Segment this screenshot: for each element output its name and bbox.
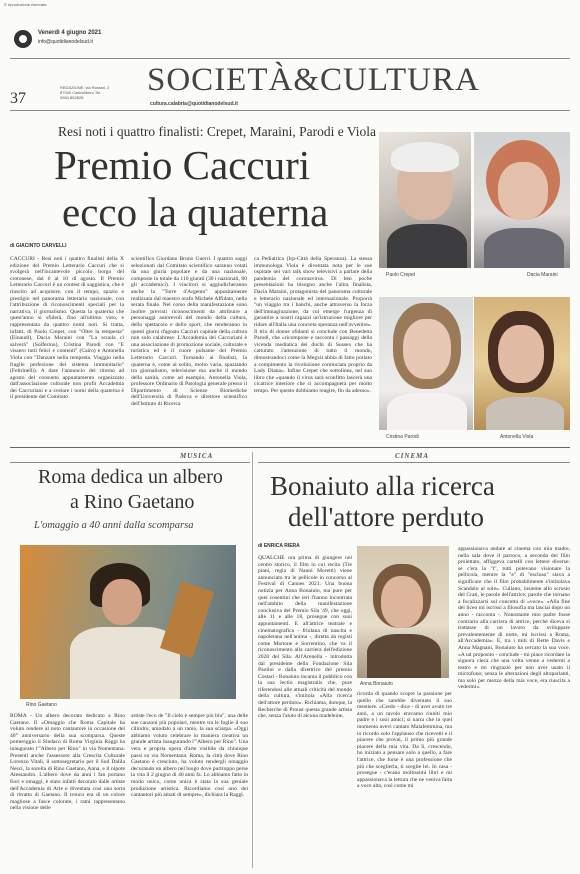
main-headline-line2: ecco la quaterna [62,189,329,235]
redazione-info: REDAZIONE: via Rossini, 2 87040 Castrolibero Tel. 0984 852828 [60,85,110,100]
main-headline-line1: Premio Caccuri [54,142,311,188]
right-headline-line2: dell'attore perduto [288,502,485,532]
copyright-notice: © riproduzione riservata [4,2,47,7]
left-headline-line2: a Rino Gaetano [70,491,195,513]
issue-date: Venerdì 4 giugno 2021 [38,30,102,36]
photo-dacia-maraini [474,132,570,268]
newspaper-logo-icon [14,30,32,48]
caption-paolo-crepet: Paolo Crepet [386,272,416,278]
main-kicker: Resi noti i quattro finalisti: Crepet, Maraini, Parodi e Viola [58,124,377,139]
right-byline: di ENRICA RIERA [258,543,300,549]
left-subhead: L'omaggio a 40 anni dalla scomparsa [34,520,194,531]
right-column-3: appassionava andare al cinema con mia madre, nella sala dove il parroco, a seconda del film proiettato, affiggeva cartelli con lettere diverse: se c'era la "t", tutti potevano visionare la pellicola, mentre la "e" di "escluso" stava a significare che il film probabilmente s'intitolava Scandalo al sole». Cullano, insieme allo scrosio del Crati, le parole dell'attrice; parole che tornano a focalizzarsi sul concetto di «voce». «Alla fine del liceo mi iscrissi a filosofia ma lasciai dopo un anno - racconta -. Nonostante mio padre fosse contrario alla carriera di attrice, perché diceva si trattasse di un lavoro da sviluppare prevalentemente di notte, mi iscrissi a Roma, all'Accademia». E, tra i miti di Bette Davis e Anna Magnani, Bonaiuto ha cercato la sua voce. «A tal proposito - conclude - mi piace ricordare la signora cieca che una volta venne a vedermi a teatro e mi ringraziò per non aver usato il microfono; senza le alterazioni degli altoparlanti, ma solo per mezzo della mia voce, era riuscita a vedermi». [458,546,570,691]
right-column-1: QUALCHE ora prima di giungere nel centro storico, il film in cui recita (Tre piani, regia di Nanni Moretti) viene annunciato tra le pellicole in concorso al Festival di Cannes 2021. Una buona notizia per Anna Bonaiuto, ma pure per quei cosentini che ieri l'hanno incontrata nell'ambito della manifestazione conclusiva del Premio Sila '49, che oggi, alle 11 e alle 18, prosegue con suoi appuntamenti. E all'attrice teatrale e cinematografica - friulana di nascita e napoletana nell'anima -, diretta da registi come Martone e Sorrentino, che va il riconoscimento alla carriera dell'edizione 2020 del Sila. All'Arenella - introdotta dal presidente della Fondazione Sila Paolini e dalla direttrice del premio Costari - Bonaiuto incanta il pubblico con la sua lectio magistralis che, pure riferendosi alle attuali criticità del mondo della cultura, s'intitola «Alla ricerca dell'attore perduto». Richiama, dunque, la Recherche di Proust questa grande artista che, senza l'aiuto di alcuna madeleine, [258,555,352,720]
left-headline-line1: Roma dedica un albero [38,466,223,488]
caption-rino-gaetano: Rino Gaetano [26,702,57,708]
main-column-2: scientifico Giordano Bruno Guerri. I quattro saggi selezionati dal Comitato scientifico saranno votati da una giuria popolare e da una nazionale, composte in totale da 110 giurati (30 i nazionali, 80 gli accademici). I vincitori si aggiudicheranno anche la "Torre d'Argento" appositamente realizzata dal maestro orafo Michele Affidato, nella serata finale. Nel corso della manifestazione sono inoltre previsti riconoscimenti da attribuire a personaggi autorevoli del mondo della cultura, dello spettacolo e dello sport, che renderanno in questi giorni d'agosto Caccuri capitale della cultura non solo calabrese. L'Accademia dei Caccuriani è una associazione di promozione sociale, culturale e turistica ed è il cuore pulsante del Premio Letterario Caccuri. Tornando ai finalisti, la quaterna è, come al solito, molto varia, spaziando tra giornalismo, televisione ma anche il mondo della sanità, come ad esempio, Antonella Viola, professore Ordinario di Patologia generale presso il Dipartimento di Scienze Biomediche dell'Università di Padova e direttore scientifico dell'Istituto di Ricerca [131,256,247,408]
section-label-cinema: CINEMA [395,452,430,460]
caption-cristina-parodi: Cristina Parodi [386,434,419,440]
caption-antonella-viola: Antonella Viola [500,434,534,440]
photo-cristina-parodi [379,297,473,430]
photo-paolo-crepet [379,132,471,268]
page-number: 37 [10,90,26,107]
photo-rino-gaetano [20,545,236,699]
left-column-2: artiste l'eco de "Il cielo è sempre più blu", una delle sue canzoni più popolari, mentre tra le foglie il suo cilindro, amodato a un ramo, la sua sciarpa. «Oggi abbiamo voluto celebrare in maniera creativa un grande artista inaugurando l'"Albero per Rino". Una vera e propria opera d'arte visibile da chiunque passi su via Nomentana. Roma, la città dove Rino Gaetano è cresciuto, ha voluto rendergli omaggio decorando un albero nel luogo dove purtroppo perse la vita il 2 giugno di 40 anni fa. Lo abbiamo fatto in modo unico, come unica è stata la sua geniale produzione artistica. Ricordiamo così uno dei cantautori più amati di sempre», dichiara la Raggi. [131,713,248,799]
photo-antonella-viola [474,297,570,430]
caption-anna-bonaiuto: Anna Bonaiuto [360,681,393,687]
main-column-3: ca Pediatrica (Irp-Città della Speranza). La stessa immunologa Viola è diventata nota per le sue ospitate nei vari talk show televisivi a parlare della pandemia del coronavirus. Di ben poche presentazioni ha bisogno anche l'altra finalista, Dacia Maraini, protagonista del panorama culturale e letterario nazionale ed internazionale. Proporrà "un viaggio tra i banchi, anche attraverso la forza dell'immaginazione, da cui emerge l'urgenza di garantire a nostri ragazzi un'istruzione migliore per ridare all'Italia una concreta speranza nell'avvenire». Il trio di donne sfidanti si conclude con Benedetta Parodi, che «ricompone e racconta i passaggi della vicenda mediatica dei duchi di Sussex che ha catturato l'attenzione di tutto il mondo, dimostrandoci come la Megxit abbia di fatto portato a compimento la rivoluzione cominciata proprio da Lady Diana». Infine Crepet che sottolinea, nel suo libro che «quando il virus sarà sconfitto lascerà una cicatrice interiore che ci accompagnerà per molto tempo. Per questo dobbiamo reagire, fin da adesso». [254,256,372,394]
section-title: SOCIETÀ&CULTURA [147,62,480,98]
main-column-1: CACCURI - Resi noti i quattro finalisti della X edizione del Premio Letterario Caccuri che si svolgerà nell'incantevole piccolo borgo del crotonese, dal 6 al 10 di agosto. Il Premio Letterario Caccuri è un contest di saggistica, che è riuscito ad acquisire, con il tempo, spazio e prestigio nel panorama letterario nazionale, con l'attribuzione di riconoscimenti speciali per la narrativa, il giornalismo. Questa la quaterna che quest'anno si sfiderà, fino all'ultimo voto, e rappresentata da quattro nomi noti. Si tratta, infatti, di Paolo Crepet, con "Oltre la tempesta" (Einaudi), Dacia Maraini con "La scuola ci salverà" (Solferino), Cristina Parodi con "E vissero tutti felici e contenti" (Cairo) e Antonella Viola con "Danzare nella tempesta. Viaggio nella fragile perfezione del sistema immunitario" (Feltrinelli). A dare l'annuncio del ritorno ad agosto del consueto appuntamento organizzato dall'associazione culturale non profit Accademia dei Caccuriani e a svelare i nomi della quaterna è il presidente del Comitato [10,256,124,401]
main-byline: di GIACINTO CARVELLI [10,243,67,249]
section-label-musica: MUSICA [180,452,214,460]
left-column-1: ROMA - Un albero decorato dedicato a Rino Gaetano. Il «Omaggio che Roma Capitale ha voluto rendere al noto cantautore in occasione del 40° anniversario della sua scomparsa. Queste pomeriggio il Sindaco di Roma Virginia Raggi ha inaugurato l'"Albero per Rino" in via Nomentana. Presenti anche l'assessore alla Crescita Culturale Lorenzo Vitali, il sottosegretario per il Sud Dalila Nesci, la sorella di Rino Gaetano, Anna, e il nipote Alessandro. L'albero dove da anni i fan portano fiori e omaggi, è stato infatti decorato dalle artiste dell'Accademia di Arte e diventata così una sorta di ritratto di Gaetano. Il tronco era di un colore magliose a fasce colorate, i rami rappresentano nella visione delle [10,713,125,812]
section-email: cultura.calabria@quotidianodelsud.it [150,101,238,107]
right-headline-line1: Bonaiuto alla ricerca [270,471,495,501]
photo-anna-bonaiuto [357,546,449,678]
contact-email: info@quotidianodelsud.it [38,39,93,45]
caption-dacia-maraini: Dacia Maraini [527,272,558,278]
right-column-2: ricorda di quando scopre la passione per quello che sarebbe diventato il suo mestiere. «Credo - dice - di aver avuto tre anni, a un tavolo eravamo riuniti mio padre e i suoi amici; si narra che in quel momento avevi cantato Malafemmina, ma io ricordo solo l'applauso che ricevetti e il piacere che provai, il primo più grande piacere della mia vita. Da lì, crescendo, ho iniziato a pensare solo a quello, a fare l'attrice, che forse è una professione che più che sceglierla, ti sceglie lei. In casa - prosegue - c'erano moltissimi libri e mi appassionava la lettura che ne veniva fatta a voce alta, così come mi [357,691,452,790]
